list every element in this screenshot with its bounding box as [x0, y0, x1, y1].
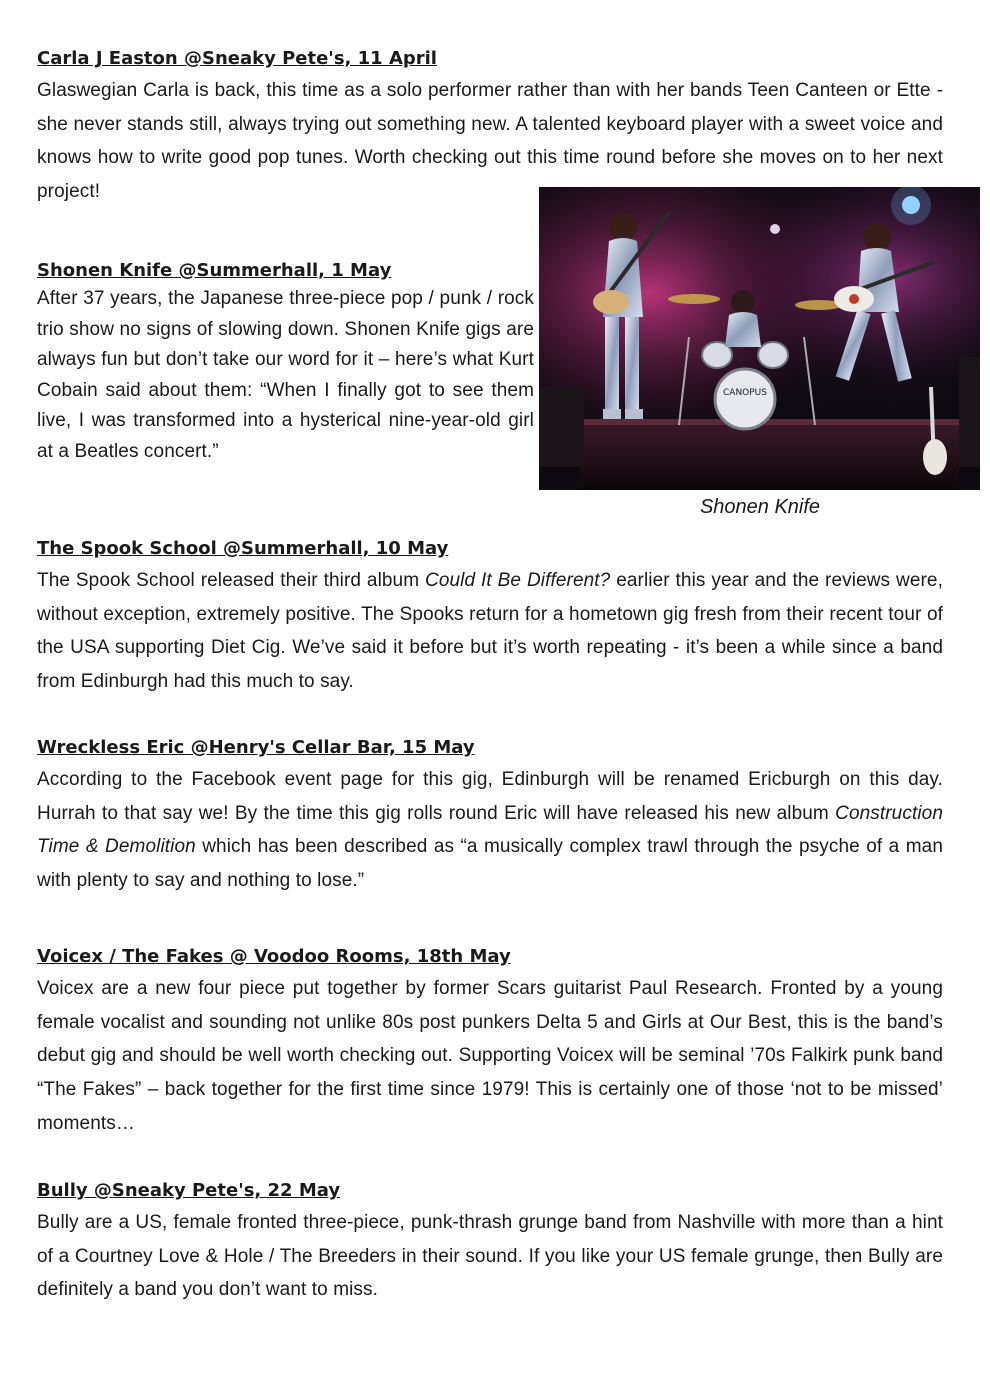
- photo-caption: Shonen Knife: [699, 496, 821, 518]
- article-heading: Carla J Easton @Sneaky Pete's, 11 April: [37, 48, 437, 69]
- article-heading: Shonen Knife @Summerhall, 1 May: [37, 260, 392, 281]
- band-photo-illustration: [539, 187, 980, 490]
- article-body: According to the Facebook event page for this gig, Edinburgh will be renamed Ericburgh on this day. Hurrah to that say we! By the time this gig rolls round Eric will have released his new album Construction Time & Demolition which has been described as “a musically complex trawl through the psyche of a man with plenty to say and nothing to lose.”: [37, 769, 943, 892]
- article-heading: Wreckless Eric @Henry's Cellar Bar, 15 May: [37, 737, 475, 758]
- band-photo: [539, 187, 980, 490]
- article-body: Voicex are a new four piece put together by former Scars guitarist Paul Research. Fronted by a young female vocalist and sounding not unlike 80s post punkers Delta 5 and Girls at Our Best, this is the band’s debut gig and should be well worth checking out. Supporting Voicex will be seminal ’70s Falkirk punk band “The Fakes” – back together for the first time since 1979! This is certainly one of those ‘not to be missed’ moments…: [37, 978, 943, 1134]
- article-carla-j-easton: [37, 48, 943, 209]
- article-heading: Bully @Sneaky Pete's, 22 May: [37, 1180, 341, 1201]
- article-body: Glaswegian Carla is back, this time as a solo performer rather than with her bands Teen Canteen or Ette - she never stands still, always trying out something new. A talented keyboard player with a sweet voice and knows how to write good pop tunes. Worth checking out this time round before she moves on to her next project!: [37, 80, 943, 203]
- article-heading: The Spook School @Summerhall, 10 May: [37, 538, 449, 559]
- article-body: Bully are a US, female fronted three-piece, punk-thrash grunge band from Nashville with more than a hint of a Courtney Love & Hole / The Breeders in their sound. If you like your US female grunge, then Bully are definitely a band you don’t want to miss.: [37, 1212, 943, 1301]
- article-wreckless-eric: [37, 737, 943, 898]
- svg-text:CANOPUS: CANOPUS: [723, 388, 767, 398]
- article-body: The Spook School released their third album Could It Be Different? earlier this year and the reviews were, without exception, extremely positive. The Spooks return for a hometown gig fresh from their recent tour of the USA supporting Diet Cig. We’ve said it before but it’s worth repeating - it’s been a while since a band from Edinburgh had this much to say.: [37, 570, 943, 693]
- album-title: Construction Time & Demolition: [37, 802, 943, 858]
- article-body: After 37 years, the Japanese three-piece pop / punk / rock trio show no signs of slowing down. Shonen Knife gigs are always fun but don’t take our word for it – here’s what Kurt Cobain said about them: “When I finally got to see them live, I was transformed into a hysterical nine-year-old girl at a Beatles concert.”: [37, 288, 534, 462]
- article-voicex-the-fakes: [37, 946, 943, 1141]
- article-bully: [37, 1180, 943, 1307]
- article-spook-school: [37, 538, 943, 699]
- article-heading: Voicex / The Fakes @ Voodoo Rooms, 18th May: [37, 946, 511, 967]
- album-title: Could It Be Different?: [425, 570, 611, 591]
